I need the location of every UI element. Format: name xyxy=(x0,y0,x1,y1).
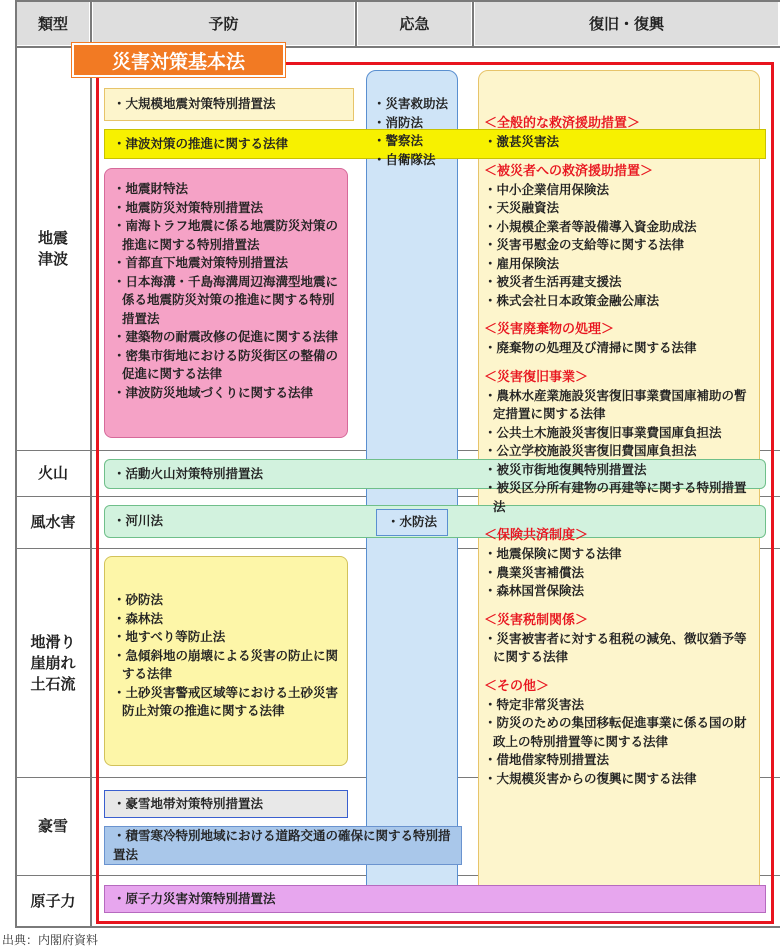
landslide-law: ・急傾斜地の崩壊による災害の防止に関する法律 xyxy=(113,647,339,681)
nuclear-law: ・原子力災害対策特別措置法 xyxy=(113,890,276,906)
recovery-section-title: ＜災害税制関係＞ xyxy=(484,612,589,628)
recovery-law: ・大規模災害からの復興に関する法律 xyxy=(484,770,697,786)
earthquake-law: ・首都直下地震対策特別措置法 xyxy=(113,255,289,270)
large-quake-law: ・大規模地震対策特別措置法 xyxy=(113,96,276,112)
category-snow: 豪雪 xyxy=(37,817,68,835)
snow-road-law: ・積雪寒冷特別地域における道路交通の確保に関する特別措置法 xyxy=(113,828,451,862)
grid-line xyxy=(355,0,357,48)
earthquake-law: ・津波防災地域づくりに関する法律 xyxy=(113,384,314,400)
earthquake-law: ・南海トラフ地震に係る地震防災対策の推進に関する特別措置法 xyxy=(113,218,339,252)
grid-line xyxy=(472,0,474,48)
landslide-law: ・地すべり等防止法 xyxy=(113,629,226,644)
response-law: ・警察法 xyxy=(373,133,424,148)
recovery-law: ・森林国営保険法 xyxy=(484,583,585,598)
category-volcano: 火山 xyxy=(37,464,68,482)
recovery-law: ・借地借家特別措置法 xyxy=(484,752,610,767)
recovery-law: ・小規模企業者等設備導入資金助成法 xyxy=(484,218,697,234)
response-law: ・自衛隊法 xyxy=(373,151,436,167)
category-flood: 風水害 xyxy=(30,513,76,531)
recovery-section-title: ＜保険共済制度＞ xyxy=(484,528,589,543)
landslide-law: ・土砂災害警戒区域等における土砂災害防止対策の推進に関する法律 xyxy=(113,684,339,718)
recovery-law: ・被災区分所有建物の再建等に関する特別措置法 xyxy=(484,480,747,514)
snow-law-box xyxy=(104,790,348,818)
recovery-law: ・被災者生活再建支援法 xyxy=(484,274,622,289)
header-recovery: 復旧・復興 xyxy=(475,2,778,45)
recovery-section-title: ＜災害復旧事業＞ xyxy=(484,369,589,385)
nuclear-law-box xyxy=(104,885,766,913)
source-note: 出典：内閣府資料 xyxy=(2,933,99,947)
earthquake-law: ・地震財特法 xyxy=(113,181,189,196)
earthquake-laws-box xyxy=(104,168,348,438)
recovery-law: ・雇用保険法 xyxy=(484,255,560,271)
response-law: ・消防法 xyxy=(373,114,424,130)
response-law: ・災害救助法 xyxy=(373,96,449,111)
grid-line xyxy=(15,926,780,928)
recovery-law: ・廃棄物の処理及び清掃に関する法律 xyxy=(484,340,697,355)
earthquake-law: ・建築物の耐震改修の促進に関する法律 xyxy=(113,329,339,344)
recovery-section-title: ＜その他＞ xyxy=(484,678,550,694)
recovery-law: ・公共土木施設災害復旧事業費国庫負担法 xyxy=(484,424,722,440)
tsunami-law: ・津波対策の推進に関する法律 xyxy=(113,135,289,151)
recovery-law: ・防災のための集団移転促進事業に係る国の財政上の特別措置等に関する法律 xyxy=(484,715,747,749)
river-law: ・河川法 xyxy=(113,513,164,529)
recovery-law: ・天災融資法 xyxy=(484,200,560,215)
snow-road-law-box xyxy=(104,826,462,865)
category-earthquake: 地震 津波 xyxy=(37,229,68,268)
recovery-law: ・株式会社日本政策金融公庫法 xyxy=(484,292,660,308)
header-type: 類型 xyxy=(17,2,89,45)
recovery-law: ・特定非常災害法 xyxy=(484,696,585,712)
grid-line xyxy=(15,0,780,2)
category-nuclear: 原子力 xyxy=(30,891,76,910)
recovery-section-title: ＜被災者への救済援助措置＞ xyxy=(484,163,654,179)
earthquake-law: ・地震防災対策特別措置法 xyxy=(113,199,264,215)
recovery-law: ・農業災害補償法 xyxy=(484,564,585,580)
flood-response-box xyxy=(376,509,448,536)
recovery-law: ・激甚災害法 xyxy=(484,134,560,149)
recovery-section-title: ＜全般的な救済援助措置＞ xyxy=(484,116,641,131)
category-landslide: 地滑り 崖崩れ 土石流 xyxy=(30,632,76,693)
response-law-list xyxy=(369,95,459,169)
grid-line xyxy=(90,0,92,928)
volcano-law: ・活動火山対策特別措置法 xyxy=(113,465,264,481)
recovery-section-title: ＜災害廃棄物の処理＞ xyxy=(484,322,615,337)
basic-law-tag: 災害対策基本法 xyxy=(72,43,285,77)
landslide-law: ・砂防法 xyxy=(113,592,164,607)
header-response: 応急 xyxy=(358,2,471,45)
earthquake-law-list xyxy=(113,180,339,402)
flood-response-law: ・水防法 xyxy=(386,514,437,530)
recovery-law: ・地震保険に関する法律 xyxy=(484,546,622,561)
recovery-law: ・公立学校施設災害復旧費国庫負担法 xyxy=(484,443,697,458)
response-column xyxy=(366,70,458,908)
earthquake-law: ・密集市街地における防災街区の整備の促進に関する法律 xyxy=(113,347,339,381)
recovery-law: ・被災市街地復興特別措置法 xyxy=(484,461,647,477)
earthquake-law: ・日本海溝・千島海溝周辺海溝型地震に係る地震防災対策の推進に関する特別措置法 xyxy=(113,273,339,326)
large-quake-law-box xyxy=(104,88,354,121)
snow-law: ・豪雪地帯対策特別措置法 xyxy=(113,795,264,811)
recovery-law: ・中小企業信用保険法 xyxy=(484,181,610,197)
recovery-law: ・災害弔慰金の支給等に関する法律 xyxy=(484,237,685,252)
recovery-law: ・災害被害者に対する租税の減免、徴収猶予等に関する法律 xyxy=(484,630,747,664)
recovery-content xyxy=(484,114,756,788)
header-prevention: 予防 xyxy=(93,2,354,45)
recovery-law: ・農林水産業施設災害復旧事業費国庫補助の暫定措置に関する法律 xyxy=(484,387,747,421)
landslide-laws-box xyxy=(104,556,348,766)
landslide-law: ・森林法 xyxy=(113,610,164,626)
